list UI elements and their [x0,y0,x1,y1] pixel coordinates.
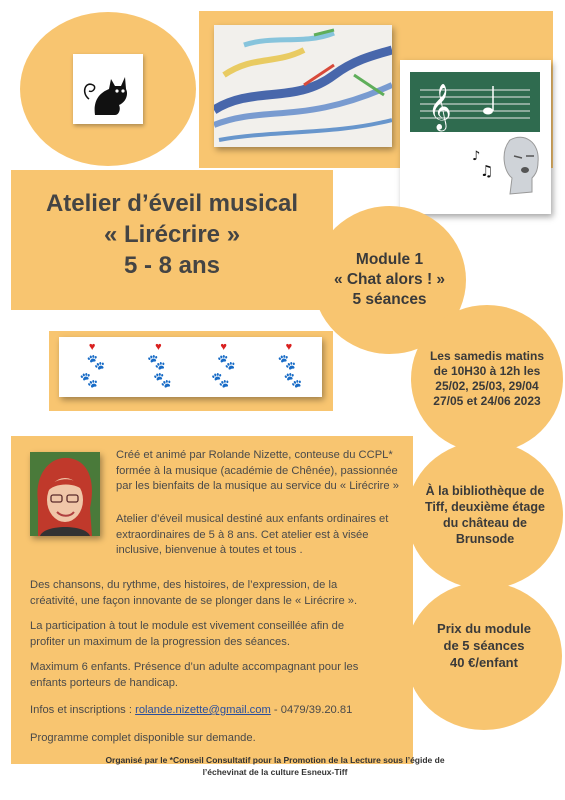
price-line-3: 40 €/enfant [450,654,518,670]
paw-icon: 🐾 [79,372,99,389]
heart-icon: ♥ [285,341,293,353]
dates-text: Les samedis matins de 10H30 à 12h les 25/02, 25/03, 29/04 27/05 et 24/06 2023 [429,349,545,408]
cat-icon [79,59,137,119]
svg-text:♫: ♫ [480,162,494,178]
footer-line-2: l’échevinat de la culture Esneux-Tiff [202,767,348,777]
paw-icon: 🐾 [153,372,172,389]
cat-card [73,54,143,124]
price-line-1: Prix du module [437,620,531,636]
portrait-photo [30,452,100,536]
paw-icon: 🐾 [217,354,236,371]
music-card [400,60,551,214]
paw-column [145,341,172,389]
intro-text: Créé et animé par Rolande Nizette, conteuse du CCPL* formée à la musique (académie de Chênée), passionnée par les bienfaits de la musique au service du « Lirécrire » [116,449,399,492]
heart-icon: ♥ [88,341,96,353]
title-line-3: 5 - 8 ans [123,252,221,279]
paw-icon: 🐾 [277,354,297,371]
title-block [11,170,333,310]
title-line-2: « Lirécrire » [103,221,241,248]
dates-circle [411,305,563,453]
paw-column [79,341,106,389]
footer [40,754,510,778]
singing-head-icon [496,132,544,202]
contact-prefix: Infos et inscriptions : [30,704,136,716]
painting-image [214,25,392,147]
atelier-text: Atelier d’éveil musical destiné aux enfants ordinaires et extraordinaires de 5 à 8 ans. Cet atelier est à visée inclusive, bienvenue à toutes et tous . [116,513,389,556]
heart-icon: ♥ [220,341,227,353]
page-title [11,188,333,281]
participation-text: La participation à tout le module est vivement conseillée afin de profiter un maximum de la progression des séances. [30,620,345,648]
title-line-1: Atelier d’éveil musical [45,190,299,217]
svg-text:𝄞: 𝄞 [428,84,452,130]
location-text: À la bibliothèque de Tiff, deuxième étage du château de Brunsode [425,484,545,546]
treble-clef-music-icon [410,72,540,132]
svg-text:♪: ♪ [472,149,481,164]
price-line-2: de 5 séances [443,637,525,653]
contact-phone: - 0479/39.20.81 [270,704,353,716]
paw-column [211,341,236,389]
maximum-text: Maximum 6 enfants. Présence d’un adulte accompagnant pour les enfants porteurs de handicap. [30,661,359,689]
paw-icon: 🐾 [147,354,166,371]
location-circle [407,441,563,589]
module-line-2: « Chat alors ! » [333,271,446,288]
module-line-1: Module 1 [355,251,424,268]
music-notes-icon [472,148,496,178]
price-circle [406,582,562,730]
contact-email-link[interactable]: rolande.nizette@gmail.com [135,704,271,716]
paw-icon: 🐾 [283,372,303,389]
description-text: Des chansons, du rythme, des histoires, de l’expression, de la créativité, une façon innovante de se plonger dans le « Lirécrire ». [30,579,358,607]
paws-strip [49,331,333,411]
paw-column [276,341,303,389]
programme-text: Programme complet disponible sur demande. [30,732,256,744]
cat-circle [20,12,196,166]
footer-line-1: Organisé par le *Conseil Consultatif pour la Promotion de la Lecture sous l’égide de [105,755,445,765]
module-line-3: 5 séances [352,291,427,308]
paws-card [59,337,322,397]
paw-icon: 🐾 [86,354,106,371]
contact-line [30,703,390,719]
paw-icon: 🐾 [211,372,230,389]
heart-icon: ♥ [155,341,162,353]
